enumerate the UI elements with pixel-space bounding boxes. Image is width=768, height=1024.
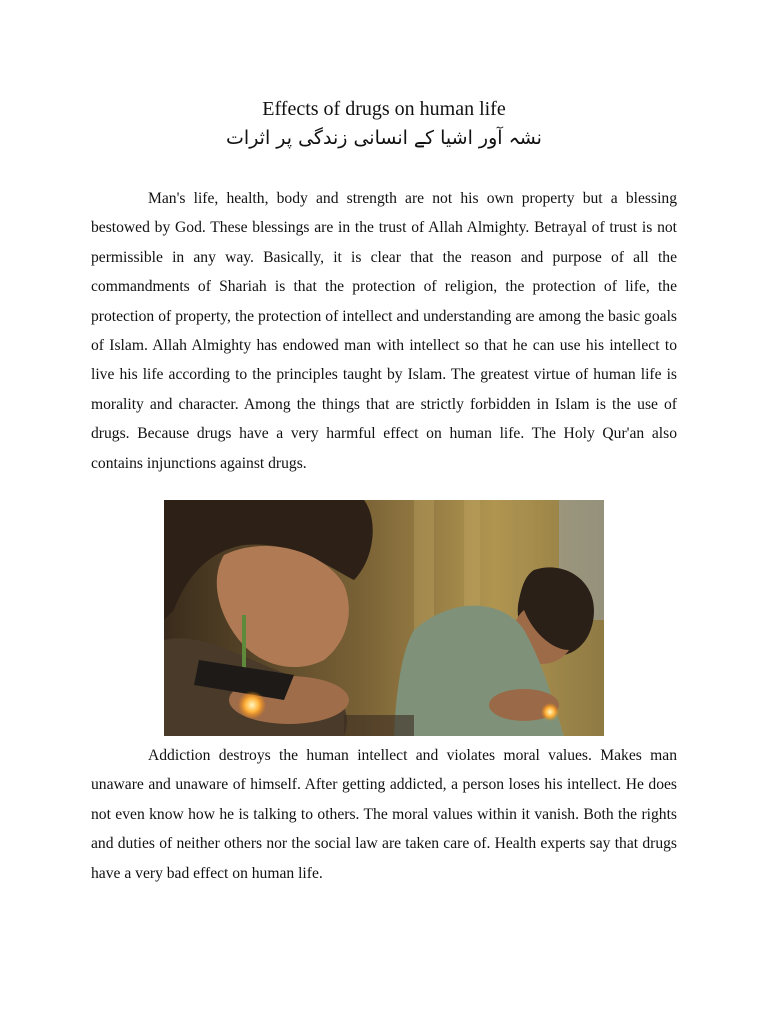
document-title-english: Effects of drugs on human life [262,98,506,120]
photo-drug-use [164,500,604,736]
document-title-urdu: نشہ آور اشیا کے انسانی زندگی پر اثرات [226,127,542,149]
paragraph-intro: Man's life, health, body and strength are not his own property but a blessing bestowed by God. These blessings are in the trust of Allah Almighty. Betrayal of trust is not permissible in any way. Basically, it is clear that the reason and purpose of all the commandments of Shariah is that the protection of religion, the protection of life, the protection of property, the protection of intellect and understanding are among the basic goals of Islam. Allah Almighty has endowed man with intellect so that he can use his intellect to live his life according to the principles taught by Islam. The greatest virtue of human life is morality and character. Among the things that are strictly forbidden in Islam is the use of drugs. Because drugs have a very harmful effect on human life. The Holy Qur'an also contains injunctions against drugs. [91,190,677,472]
paragraph-addiction: Addiction destroys the human intellect and violates moral values. Makes man unaware and unaware of himself. After getting addicted, a person loses his intellect. He does not even know how he is talking to others. The moral values within it vanish. Both the rights and duties of neither others nor the social law are taken care of. Health experts say that drugs have a very bad effect on human life. [91,747,677,882]
